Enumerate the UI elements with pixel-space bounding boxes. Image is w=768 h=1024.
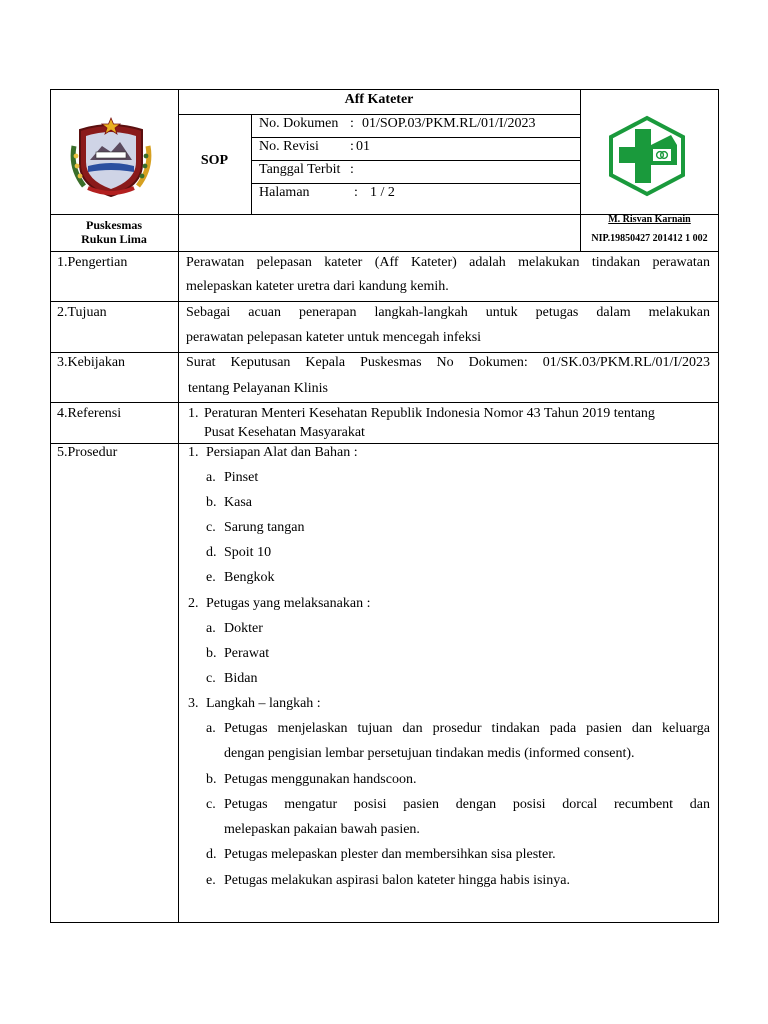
section-label-tujuan: 2.Tujuan: [57, 305, 107, 320]
section-label-referensi: 4.Referensi: [57, 406, 122, 421]
divider: [50, 402, 719, 403]
divider: [50, 251, 719, 252]
list-item: Bengkok: [224, 570, 275, 585]
signer-name: M. Risvan Karnain: [608, 214, 691, 225]
list-item-letter: a.: [206, 621, 216, 636]
referensi-number: 1.: [188, 406, 199, 421]
list-item-letter: c.: [206, 671, 216, 686]
sop-label: SOP: [200, 153, 229, 168]
step-text: melepaskan pakaian bawah pasien.: [224, 822, 420, 837]
procedure-group-number: 1.: [188, 445, 199, 460]
regency-emblem-icon: [68, 116, 154, 198]
step-text: Petugas mengatur posisi pasien dengan posisi dorcal recumbent dan: [224, 797, 710, 812]
kebijakan-line-1: Surat Keputusan Kepala Puskesmas No Dokumen: 01/SK.03/PKM.RL/01/I/2023: [186, 355, 710, 370]
list-item-letter: b.: [206, 495, 217, 510]
signer-nip: NIP.19850427 201412 1 002: [591, 233, 708, 244]
org-line-1: Puskesmas: [85, 218, 142, 232]
step-text: Petugas melakukan aspirasi balon kateter hingga habis isinya.: [224, 873, 571, 888]
list-item: Bidan: [224, 671, 258, 686]
divider: [50, 443, 719, 444]
pengertian-line-2: melepaskan kateter uretra dari kandung kemih.: [186, 279, 449, 294]
step-letter: b.: [206, 772, 217, 787]
doc-field-label: No. Revisi: [259, 139, 319, 154]
referensi-line-2: Pusat Kesehatan Masyarakat: [204, 425, 365, 440]
tujuan-line-2: perawatan pelepasan kateter untuk mencegah infeksi: [186, 330, 482, 345]
divider: [251, 114, 252, 214]
section-label-pengertian: 1.Pengertian: [57, 255, 128, 270]
list-item: Dokter: [224, 621, 263, 636]
procedure-group-title: Petugas yang melaksanakan :: [206, 596, 371, 611]
divider: [580, 89, 581, 251]
doc-field-value: 01/SOP.03/PKM.RL/01/I/2023: [362, 116, 536, 131]
doc-field-value: 01: [356, 139, 370, 154]
procedure-group-title: Langkah – langkah :: [206, 696, 321, 711]
step-text: Petugas menjelaskan tujuan dan prosedur tindakan pada pasien dan keluarga: [224, 721, 710, 736]
list-item-letter: a.: [206, 470, 216, 485]
step-letter: e.: [206, 873, 216, 888]
doc-field-sep: :: [350, 162, 354, 177]
doc-field-sep: :: [350, 139, 354, 154]
list-item: Kasa: [224, 495, 252, 510]
doc-field-value: 1 / 2: [370, 185, 395, 200]
list-item-letter: d.: [206, 545, 217, 560]
puskesmas-logo-icon: [607, 115, 687, 197]
step-letter: d.: [206, 847, 217, 862]
divider: [50, 352, 719, 353]
procedure-group-number: 2.: [188, 596, 199, 611]
page-title: Aff Kateter: [344, 92, 414, 107]
referensi-line-1: Peraturan Menteri Kesehatan Republik Indonesia Nomor 43 Tahun 2019 tentang: [204, 406, 655, 421]
step-text: Petugas melepaskan plester dan membersihkan sisa plester.: [224, 847, 556, 862]
step-letter: c.: [206, 797, 216, 812]
procedure-group-title: Persiapan Alat dan Bahan :: [206, 445, 358, 460]
list-item: Perawat: [224, 646, 270, 661]
doc-field-label: No. Dokumen: [259, 116, 339, 131]
divider: [50, 301, 719, 302]
section-label-kebijakan: 3.Kebijakan: [57, 355, 126, 370]
kebijakan-line-2: tentang Pelayanan Klinis: [188, 381, 328, 396]
list-item: Spoit 10: [224, 545, 272, 560]
procedure-group-number: 3.: [188, 696, 199, 711]
list-item-letter: c.: [206, 520, 216, 535]
step-text: Petugas menggunakan handscoon.: [224, 772, 417, 787]
list-item-letter: e.: [206, 570, 216, 585]
list-item: Pinset: [224, 470, 259, 485]
divider: [251, 183, 580, 184]
list-item-letter: b.: [206, 646, 217, 661]
pengertian-line-1: Perawatan pelepasan kateter (Aff Kateter) adalah melakukan tindakan perawatan: [186, 255, 710, 270]
doc-field-label: Halaman: [259, 185, 310, 200]
step-letter: a.: [206, 721, 216, 736]
section-label-prosedur: 5.Prosedur: [57, 445, 118, 460]
tujuan-line-1: Sebagai acuan penerapan langkah-langkah untuk petugas dalam melakukan: [186, 305, 710, 320]
divider: [251, 137, 580, 138]
org-line-2: Rukun Lima: [81, 232, 147, 246]
step-text: dengan pengisian lembar persetujuan tindakan medis (informed consent).: [224, 746, 635, 761]
divider: [178, 114, 580, 115]
divider: [251, 160, 580, 161]
doc-field-sep: :: [354, 185, 358, 200]
org-name: [52, 218, 176, 246]
list-item: Sarung tangan: [224, 520, 305, 535]
doc-field-label: Tanggal Terbit: [259, 162, 341, 177]
doc-field-sep: :: [350, 116, 354, 131]
